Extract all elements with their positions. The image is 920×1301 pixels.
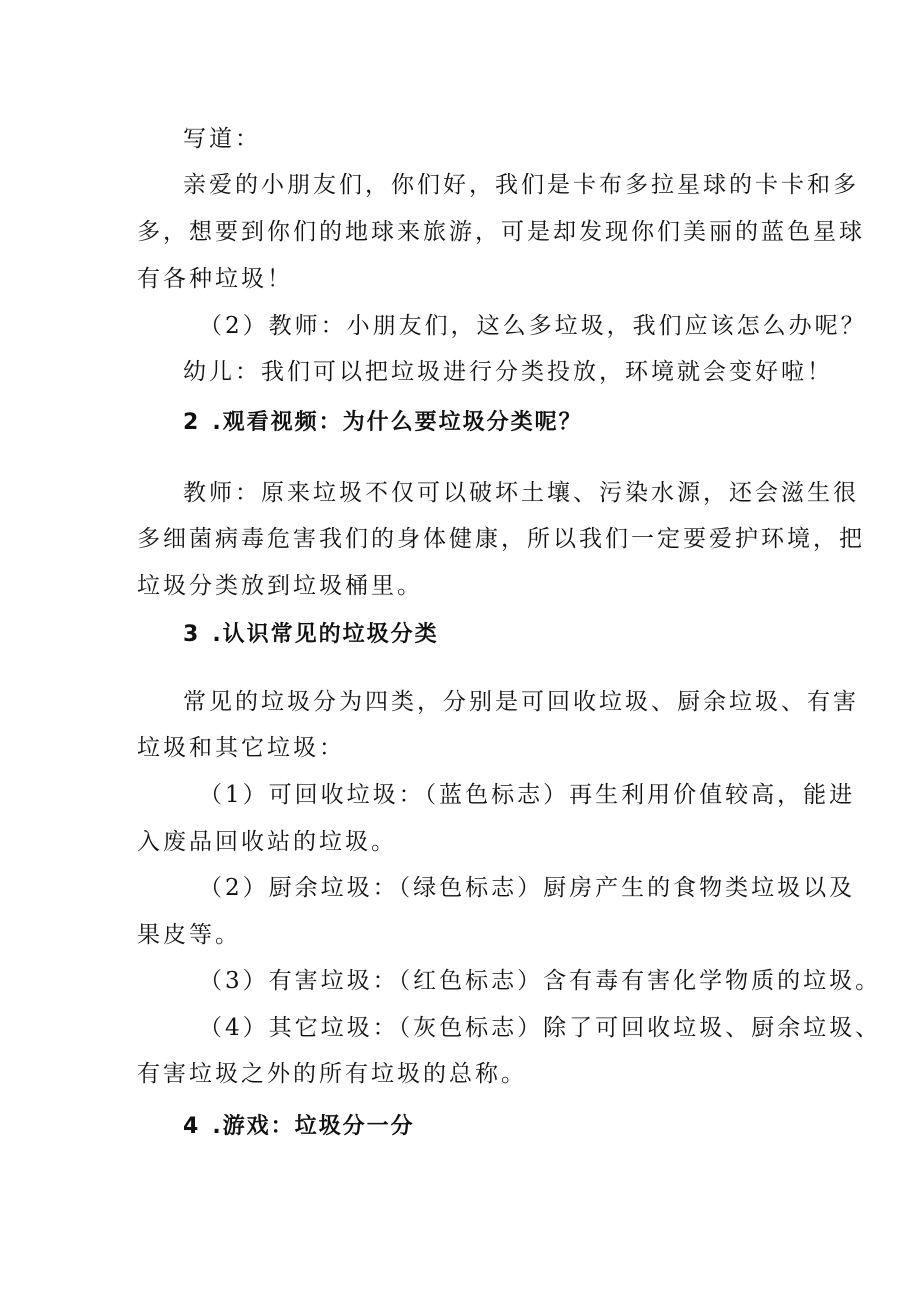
text-line: 教师：原来垃圾不仅可以破坏土壤、污染水源，还会滋生很 (183, 480, 859, 506)
text-line: 有各种垃圾！ (137, 266, 293, 292)
text-line: 果皮等。 (137, 922, 241, 948)
section-title: .游戏：垃圾分一分 (212, 1114, 415, 1139)
section-number: 4 (183, 1114, 201, 1139)
text-line: （2）厨余垃圾：（绿色标志）厨房产生的食物类垃圾以及 (199, 875, 856, 901)
text-line: （4）其它垃圾：（灰色标志）除了可回收垃圾、厨余垃圾、 (199, 1015, 882, 1041)
text-line: 亲爱的小朋友们，你们好，我们是卡布多拉星球的卡卡和多 (183, 172, 859, 198)
section-title: .认识常见的垃圾分类 (212, 622, 439, 647)
text-line: 多细菌病毒危害我们的身体健康，所以我们一定要爱护环境，把 (137, 526, 865, 552)
section-number: 2 (183, 410, 201, 435)
text-line: 多，想要到你们的地球来旅游，可是却发现你们美丽的蓝色星球 (137, 219, 865, 245)
section-heading (183, 408, 583, 438)
text-line: （2）教师：小朋友们，这么多垃圾，我们应该怎么办呢？ (199, 313, 867, 339)
text-line: 垃圾和其它垃圾： (137, 735, 345, 761)
text-line: （1）可回收垃圾：（蓝色标志）再生利用价值较高，能进 (199, 782, 856, 808)
section-heading (183, 620, 439, 650)
section-number: 3 (183, 622, 201, 647)
text-line: 有害垃圾之外的所有垃圾的总称。 (137, 1061, 527, 1087)
text-line: （3）有害垃圾：（红色标志）含有毒有害化学物质的垃圾。 (199, 968, 882, 994)
text-line: 垃圾分类放到垃圾桶里。 (137, 573, 423, 599)
text-line: 常见的垃圾分为四类，分别是可回收垃圾、厨余垃圾、有害 (183, 689, 859, 715)
text-line: 幼儿：我们可以把垃圾进行分类投放，环境就会变好啦！ (183, 359, 833, 385)
section-heading (183, 1112, 415, 1142)
section-title: .观看视频：为什么要垃圾分类呢？ (212, 410, 583, 435)
text-line: 入废品回收站的垃圾。 (137, 829, 397, 855)
text-line: 写道： (183, 126, 261, 152)
